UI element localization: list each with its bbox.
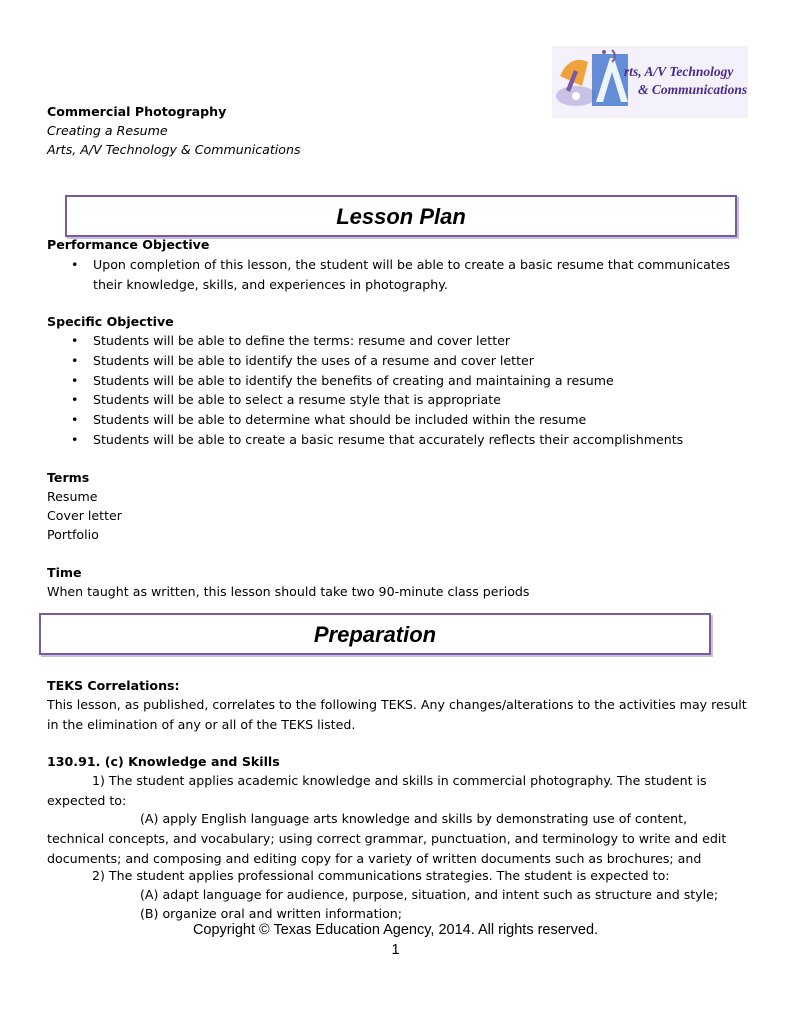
copyright-notice: Copyright © Texas Education Agency, 2014. All rights reserved. [192,922,599,938]
list-item: • Students will be able to define the terms: resume and cover letter [47,331,747,351]
arts-av-logo [552,46,748,118]
list-item: • Students will be able to identify the benefits of creating and maintaining a resume [47,371,747,391]
lesson-plan-heading: Lesson Plan [336,204,466,229]
specific-objective-list [47,331,747,450]
term-resume: Resume [47,489,98,504]
list-item: • Students will be able to create a basic resume that accurately reflects their accomplishments [47,430,747,450]
teks-section: 130.91. (c) Knowledge and Skills [47,754,280,769]
page-number: 1 [391,942,400,958]
time-heading: Time [47,565,82,580]
performance-objective-list [47,255,747,295]
list-item: • Students will be able to determine what should be included within the resume [47,410,747,430]
terms-heading: Terms [47,470,90,485]
time-text: When taught as written, this lesson should take two 90-minute class periods [47,584,530,599]
teks-p1: 1) The student applies academic knowledge and skills in commercial photography. The student is expected to: [47,773,707,808]
performance-objective-heading: Performance Objective [47,237,210,252]
lesson-plan-banner [65,195,737,237]
term-cover-letter: Cover letter [47,508,122,523]
course-title: Commercial Photography [47,104,227,119]
list-item: • Students will be able to identify the uses of a resume and cover letter [47,351,747,371]
term-portfolio: Portfolio [47,527,99,542]
teks-p2: 2) The student applies professional communications strategies. The student is expected to: [92,868,670,883]
teks-p2b: (B) organize oral and written information; [140,906,402,921]
list-item: • Students will be able to select a resume style that is appropriate [47,390,747,410]
teks-intro: This lesson, as published, correlates to the following TEKS. Any changes/alterations to the activities may result in the elimination of any or all of the TEKS listed. [47,697,747,732]
teks-p2a: (A) adapt language for audience, purpose, situation, and intent such as structure and style; [140,887,719,902]
specific-objective-heading: Specific Objective [47,314,174,329]
preparation-banner [39,613,711,655]
teks-heading: TEKS Correlations: [47,678,180,693]
logo-line-1: rts, A/V Technology [624,64,734,79]
logo-line-2: & Communications [638,82,748,97]
lesson-title: Creating a Resume [47,123,168,138]
preparation-heading: Preparation [313,622,437,647]
teks-p1a: (A) apply English language arts knowledge and skills by demonstrating use of content, technical concepts, and vocabulary; using correct grammar, punctuation, and terminology to write and edit documents; and composing and editing copy for a variety of written documents such as brochures; and [47,811,727,866]
cluster-title: Arts, A/V Technology & Communications [47,142,301,157]
list-item: • Upon completion of this lesson, the student will be able to create a basic resume that communicates their knowledge, skills, and experiences in photography. [47,255,747,295]
